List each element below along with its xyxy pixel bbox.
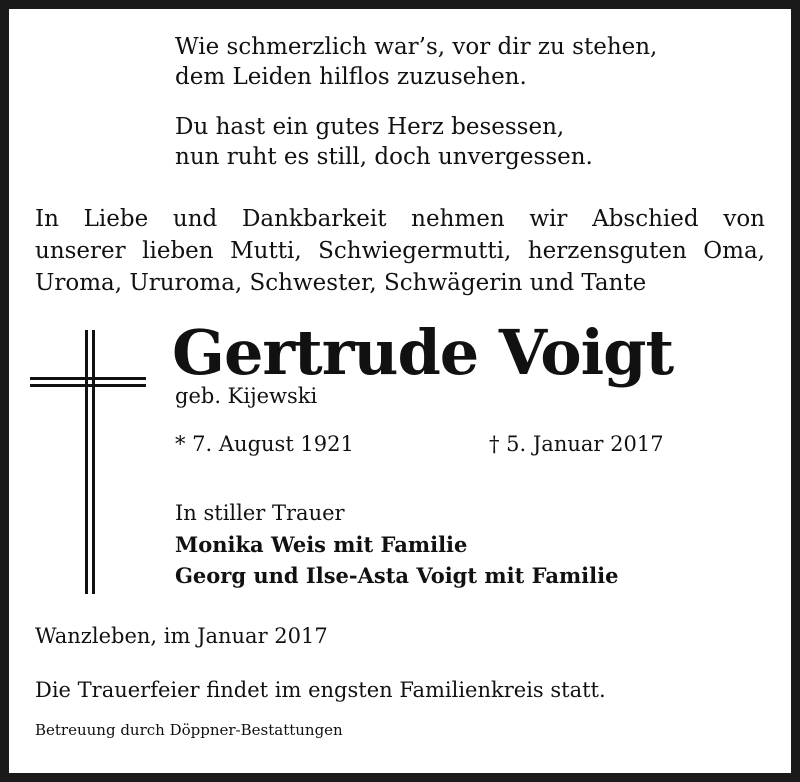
cross-icon [30, 330, 146, 594]
poem-line-2: dem Leiden hilflos zuzusehen. [175, 64, 527, 90]
place-date: Wanzleben, im Januar 2017 [35, 624, 328, 648]
birth-date: * 7. August 1921 [175, 432, 354, 456]
poem-line-1: Wie schmerzlich war’s, vor dir zu stehen, [175, 34, 658, 60]
death-date: † 5. Januar 2017 [489, 432, 664, 456]
mourners-heading: In stiller Trauer [175, 501, 345, 525]
poem-line-4: nun ruht es still, doch unvergessen. [175, 144, 593, 170]
intro-line-3: Uroma, Ururoma, Schwester, Schwägerin und Tante [35, 270, 647, 296]
deceased-name: Gertrude Voigt [172, 316, 674, 389]
intro-line-1: In Liebe und Dankbarkeit nehmen wir Abschied von [35, 206, 765, 232]
mourner-line-1: Monika Weis mit Familie [175, 532, 468, 557]
undertaker-credit: Betreuung durch Döppner-Bestattungen [35, 721, 343, 739]
birth-name: geb. Kijewski [175, 384, 318, 408]
mourner-line-2: Georg und Ilse-Asta Voigt mit Familie [175, 563, 619, 588]
poem-line-3: Du hast ein gutes Herz besessen, [175, 114, 565, 140]
funeral-note: Die Trauerfeier findet im engsten Familienkreis statt. [35, 678, 606, 702]
intro-line-2: unserer lieben Mutti, Schwiegermutti, herzensguten Oma, [35, 238, 765, 264]
